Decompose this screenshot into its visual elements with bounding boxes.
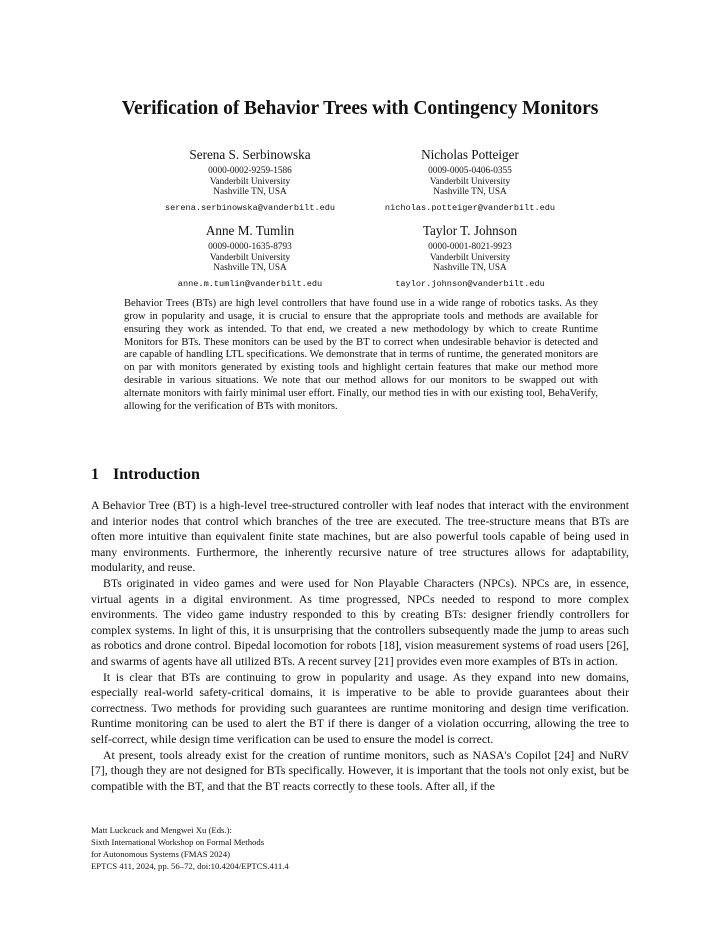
paragraph: BTs originated in video games and were used for Non Playable Characters (NPCs). NPCs are, in essence, virtual agents in a digital environment. As time progressed, NPCs needed to respond to more complex environments. The video game industry responded to this by creating BTs: designer friendly controllers for complex systems. In light of this, it is unsurprising that the controllers subsequently made the jump to areas such as robotics and drone control. Bipedal locomotion for robots [18], vision measurement systems of road users [26], and swarms of agents have all utilized BTs. A recent survey [21] provides even more examples of BTs in action. [91,576,629,668]
paragraph: A Behavior Tree (BT) is a high-level tree-structured controller with leaf nodes that interact with the environment and interior nodes that control which branches of the tree are executed. The tree-structure means that BTs are often more intuitive than equivalent finite state machines, but are also powerful tools capable of being used in many environments. Furthermore, the inherently recursive nature of tree structures allows for adaptability, modularity, and reuse. [91,499,629,575]
paragraph: At present, tools already exist for the creation of runtime monitors, such as NASA's Copilot [24] and NuRV [7], though they are not designed for BTs specifically. However, it is important that the tools not only exist, but be compatible with the BT, and that the BT reacts correctly to these tools. After all, if the [91,748,629,793]
section-number: 1 [91,466,99,483]
publication-footer [91,824,289,872]
author-email[interactable]: nicholas.potteiger@vanderbilt.edu [384,202,556,213]
section-heading [91,466,200,484]
author-affiliation: Vanderbilt University [209,176,291,187]
author-orcid: 0000-0002-9259-1586 [208,166,292,177]
paper-title: Verification of Behavior Trees with Contingency Monitors [121,98,599,119]
author-name: Anne M. Tumlin [205,223,295,238]
author-block [320,223,620,290]
body-text [91,498,629,794]
author-location: Nashville TN, USA [213,263,287,274]
author-name: Taylor T. Johnson [422,223,518,238]
section-title: Introduction [113,466,200,483]
author-location: Nashville TN, USA [213,187,287,198]
footer-line: Sixth International Workshop on Formal Methods [91,837,265,847]
author-location: Nashville TN, USA [433,187,507,198]
author-email[interactable]: taylor.johnson@vanderbilt.edu [395,278,545,289]
paragraph: It is clear that BTs are continuing to grow in popularity and usage. As they expand into new domains, especially real-world safety-critical domains, it is imperative to be able to provide guarantees about their correctness. Two methods for providing such guarantees are runtime monitoring and design time verification. Runtime monitoring can be used to alert the BT if there is danger of a violation occurring, allowing the tree to self-correct, while design time verification can be used to ensure the model is correct. [91,670,629,746]
author-name: Serena S. Serbinowska [189,147,311,162]
author-orcid: 0000-0001-8021-9923 [428,242,512,253]
author-email[interactable]: serena.serbinowska@vanderbilt.edu [164,202,336,213]
author-affiliation: Vanderbilt University [429,252,511,263]
author-name: Nicholas Potteiger [421,147,519,162]
abstract: Behavior Trees (BTs) are high level controllers that have found use in a wide range of robotics tasks. As they grow in popularity and usage, it is crucial to ensure that the appropriate tools and methods are available for ensuring they work as intended. To that end, we created a new methodology by which to create Runtime Monitors for BTs. These monitors can be used by the BT to correct when undesirable behavior is detected and are capable of handling LTL specifications. We demonstrate that in terms of runtime, the generated monitors are on par with monitors generated by existing tools and highlight certain features that make our method more desirable in various situations. We note that our method allows for our monitors to be swapped out with alternate monitors with fairly minimal user effort. Finally, our method ties in with our existing tool, BehaVerify, allowing for the verification of BTs with monitors. [124,298,598,412]
footer-line: Matt Luckcuck and Mengwei Xu (Eds.): [91,825,232,835]
author-affiliation: Vanderbilt University [209,252,291,263]
author-orcid: 0009-0005-0406-0355 [428,166,512,177]
author-orcid: 0009-0000-1635-8793 [208,242,292,253]
footer-line: for Autonomous Systems (FMAS 2024) [91,849,231,859]
footer-line: EPTCS 411, 2024, pp. 56–72, doi:10.4204/EPTCS.411.4 [91,861,289,871]
author-email[interactable]: anne.m.tumlin@vanderbilt.edu [177,278,323,289]
author-block [320,147,620,214]
author-affiliation: Vanderbilt University [429,176,511,187]
author-location: Nashville TN, USA [433,263,507,274]
